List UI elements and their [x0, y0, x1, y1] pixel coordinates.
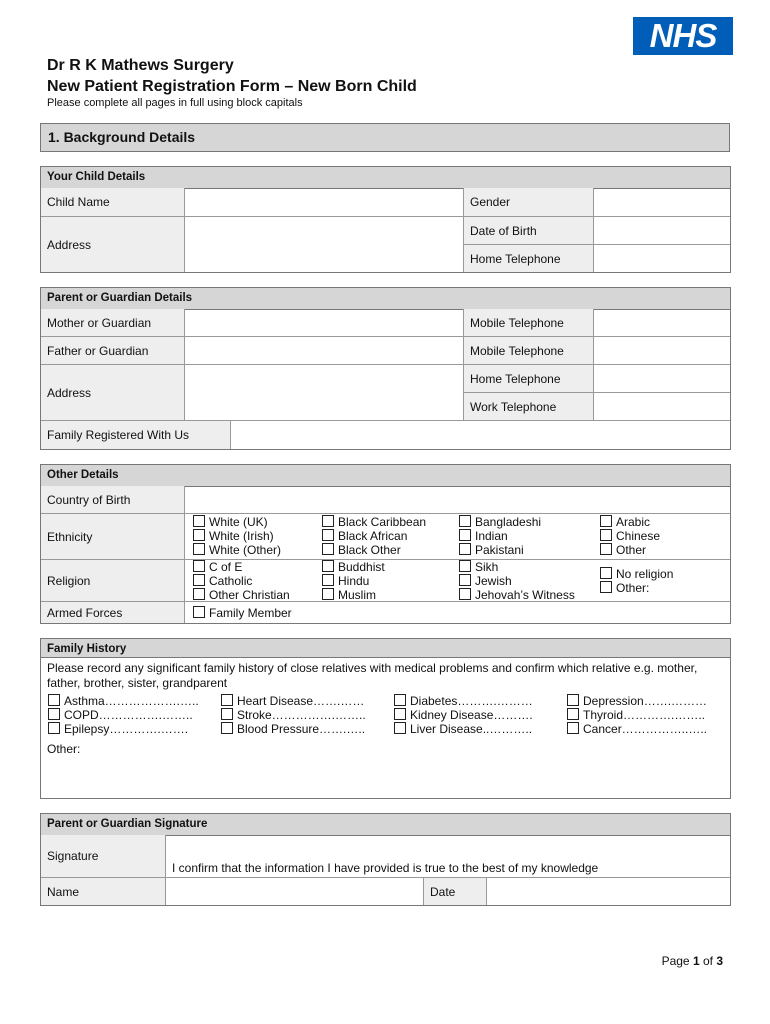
religion-label: Religion [41, 560, 185, 602]
parent-address-field[interactable] [185, 365, 464, 421]
father-mobile-field[interactable] [594, 337, 730, 365]
parent-details-box [40, 287, 731, 450]
religion-checkbox[interactable]: Muslim [322, 588, 376, 602]
child-name-field[interactable] [185, 188, 464, 217]
name-label: Name [41, 878, 166, 905]
condition-checkbox[interactable]: Kidney Disease………. [394, 708, 533, 722]
page-number: Page 1 of 3 [661, 954, 723, 968]
checkbox-square-icon [567, 694, 579, 706]
armed-forces-label: Armed Forces [41, 602, 185, 623]
signature-box [40, 813, 731, 906]
child-details-header: Your Child Details [41, 167, 730, 189]
ethnicity-checkbox[interactable]: Black Caribbean [322, 515, 426, 529]
checkbox-square-icon [459, 543, 471, 555]
condition-checkbox[interactable]: Asthma……………….….. [48, 694, 199, 708]
ethnicity-checkbox[interactable]: White (Irish) [193, 529, 274, 543]
checkbox-square-icon [459, 515, 471, 527]
father-mobile-label: Mobile Telephone [464, 337, 594, 365]
form-title: New Patient Registration Form – New Born Child [47, 78, 417, 95]
checkbox-square-icon [221, 694, 233, 706]
family-history-divider [40, 657, 731, 658]
other-details-header: Other Details [41, 465, 730, 487]
mother-field[interactable] [185, 309, 464, 337]
ethnicity-checkbox[interactable]: White (UK) [193, 515, 268, 529]
ethnicity-checkbox[interactable]: White (Other) [193, 543, 281, 557]
condition-checkbox[interactable]: Blood Pressure…….….. [221, 722, 365, 736]
checkbox-square-icon [193, 515, 205, 527]
checkbox-square-icon [48, 694, 60, 706]
condition-checkbox[interactable]: Depression…….……… [567, 694, 707, 708]
signature-header: Parent or Guardian Signature [41, 814, 730, 836]
child-address-field[interactable] [185, 217, 464, 272]
parent-address-label: Address [41, 365, 185, 421]
ethnicity-checkbox[interactable]: Arabic [600, 515, 650, 529]
gender-field[interactable] [594, 188, 730, 217]
checkbox-square-icon [322, 543, 334, 555]
condition-checkbox[interactable]: Cancer……………..….. [567, 722, 707, 736]
name-field[interactable] [166, 878, 424, 905]
date-label: Date [424, 878, 487, 905]
religion-checkbox[interactable]: Jehovah’s Witness [459, 588, 575, 602]
condition-checkbox[interactable]: Stroke…………….…….. [221, 708, 366, 722]
dob-field[interactable] [594, 217, 730, 245]
country-label: Country of Birth [41, 486, 185, 514]
ethnicity-checkbox[interactable]: Pakistani [459, 543, 524, 557]
section-background-details: 1. Background Details [40, 123, 730, 152]
ethnicity-label: Ethnicity [41, 514, 185, 560]
work-tel-label: Work Telephone [464, 393, 594, 421]
religion-checkbox[interactable]: C of E [193, 560, 242, 574]
ethnicity-checkbox[interactable]: Black African [322, 529, 407, 543]
condition-checkbox[interactable]: Liver Disease..……….. [394, 722, 532, 736]
ethnicity-checkbox[interactable]: Bangladeshi [459, 515, 541, 529]
checkbox-square-icon [48, 722, 60, 734]
checkbox-square-icon [394, 694, 406, 706]
checkbox-square-icon [48, 708, 60, 720]
checkbox-square-icon [221, 708, 233, 720]
mother-label: Mother or Guardian [41, 309, 185, 337]
gender-label: Gender [464, 188, 594, 217]
confirmation-statement: I confirm that the information I have provided is true to the best of my knowledge [172, 861, 599, 875]
child-home-tel-field[interactable] [594, 245, 730, 272]
checkbox-square-icon [459, 529, 471, 541]
condition-checkbox[interactable]: Heart Disease…….…… [221, 694, 364, 708]
child-address-label: Address [41, 217, 185, 272]
ethnicity-checkbox[interactable]: Other [600, 543, 646, 557]
checkbox-square-icon [193, 574, 205, 586]
checkbox-square-icon [394, 722, 406, 734]
ethnicity-checkbox[interactable]: Chinese [600, 529, 660, 543]
religion-checkbox[interactable]: Hindu [322, 574, 369, 588]
child-name-label: Child Name [41, 188, 185, 217]
checkbox-square-icon [567, 708, 579, 720]
checkbox-square-icon [322, 574, 334, 586]
mother-mobile-label: Mobile Telephone [464, 309, 594, 337]
checkbox-square-icon [567, 722, 579, 734]
surgery-name: Dr R K Mathews Surgery [47, 57, 234, 74]
ethnicity-checkbox[interactable]: Indian [459, 529, 508, 543]
condition-checkbox[interactable]: Diabetes……….……… [394, 694, 533, 708]
family-history-header: Family History [41, 639, 730, 658]
checkbox-square-icon [394, 708, 406, 720]
checkbox-square-icon [221, 722, 233, 734]
checkbox-square-icon [193, 606, 205, 618]
child-home-tel-label: Home Telephone [464, 245, 594, 272]
religion-checkbox[interactable]: Buddhist [322, 560, 385, 574]
checkbox-square-icon [600, 581, 612, 593]
checkbox-square-icon [600, 567, 612, 579]
religion-checkbox[interactable]: Other: [600, 581, 649, 595]
father-field[interactable] [185, 337, 464, 365]
religion-checkbox[interactable]: Jewish [459, 574, 512, 588]
family-registered-field[interactable] [231, 421, 730, 449]
parent-home-tel-field[interactable] [594, 365, 730, 393]
ethnicity-checkbox[interactable]: Black Other [322, 543, 401, 557]
father-label: Father or Guardian [41, 337, 185, 365]
signature-field[interactable] [166, 835, 730, 878]
checkbox-square-icon [459, 574, 471, 586]
country-field[interactable] [185, 486, 730, 514]
condition-checkbox[interactable]: COPD…………….…….. [48, 708, 193, 722]
family-history-other-label: Other: [47, 742, 81, 756]
condition-checkbox[interactable]: Thyroid………….…….. [567, 708, 705, 722]
checkbox-square-icon [600, 543, 612, 555]
form-instruction: Please complete all pages in full using block capitals [47, 97, 303, 109]
parent-details-header: Parent or Guardian Details [41, 288, 730, 310]
family-history-instruction: Please record any significant family history of close relatives with medical problems and confirm which relative e.g. mother, father, brother, sister, grandparent [47, 661, 698, 690]
checkbox-square-icon [193, 560, 205, 572]
religion-checkbox[interactable]: Other Christian [193, 588, 290, 602]
religion-checkbox[interactable]: Catholic [193, 574, 252, 588]
armed-forces-checkbox[interactable]: Family Member [193, 606, 292, 620]
checkbox-square-icon [600, 515, 612, 527]
checkbox-square-icon [322, 588, 334, 600]
checkbox-square-icon [322, 529, 334, 541]
checkbox-square-icon [322, 515, 334, 527]
work-tel-field[interactable] [594, 393, 730, 421]
nhs-logo: NHS [633, 17, 733, 55]
family-registered-label: Family Registered With Us [41, 421, 231, 449]
condition-checkbox[interactable]: Epilepsy………….……. [48, 722, 188, 736]
parent-home-tel-label: Home Telephone [464, 365, 594, 393]
checkbox-square-icon [193, 529, 205, 541]
religion-checkbox[interactable]: Sikh [459, 560, 498, 574]
signature-label: Signature [41, 835, 166, 878]
mother-mobile-field[interactable] [594, 309, 730, 337]
checkbox-square-icon [600, 529, 612, 541]
checkbox-square-icon [459, 588, 471, 600]
checkbox-square-icon [193, 588, 205, 600]
child-details-box [40, 166, 731, 273]
checkbox-square-icon [459, 560, 471, 572]
religion-checkbox[interactable]: No religion [600, 567, 673, 581]
checkbox-square-icon [322, 560, 334, 572]
date-field[interactable] [487, 878, 730, 905]
dob-label: Date of Birth [464, 217, 594, 245]
checkbox-square-icon [193, 543, 205, 555]
